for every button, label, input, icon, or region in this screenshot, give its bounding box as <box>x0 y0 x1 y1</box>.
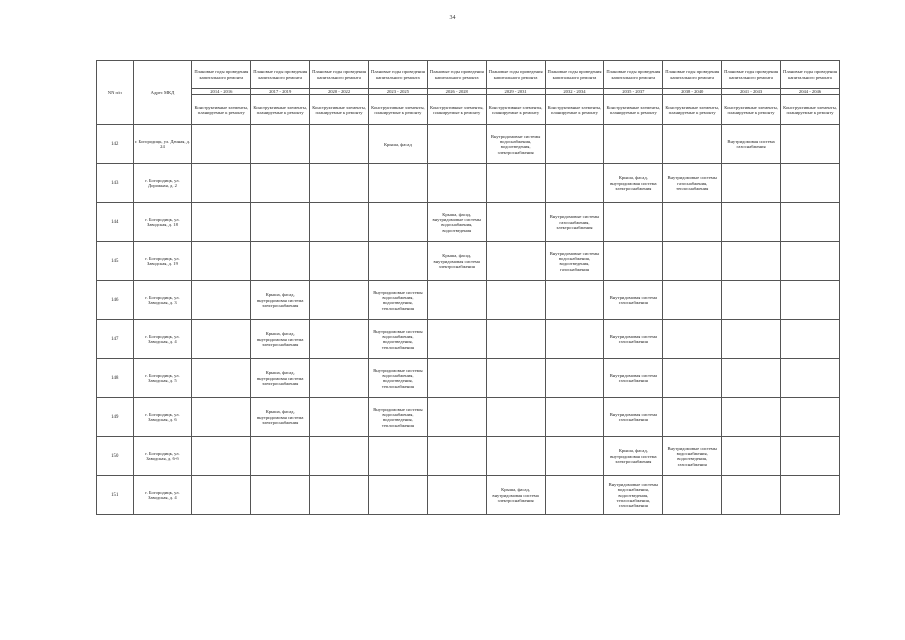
row-number: 150 <box>97 437 134 476</box>
repair-cell <box>486 164 545 203</box>
repair-cell <box>545 437 604 476</box>
repair-cell <box>545 320 604 359</box>
repair-cell <box>192 359 251 398</box>
row-address: г. Богородицк, ул. Заводская, д. 3 <box>133 281 192 320</box>
planned-years-header: Плановые годы проведения капитального ремонта <box>427 61 486 89</box>
repair-cell <box>604 203 663 242</box>
repair-cell <box>663 281 722 320</box>
period-header: 2014 - 2016 <box>192 89 251 95</box>
repair-cell: Внутридомовые системы водоснабжения, водоотведения, газоснабжения <box>545 242 604 281</box>
elements-header: Конструктивные элементы, планируемые к ремонту <box>545 95 604 125</box>
repair-cell <box>722 359 781 398</box>
repair-cell <box>722 203 781 242</box>
table-row <box>97 320 840 359</box>
repair-cell <box>310 164 369 203</box>
repair-cell <box>486 242 545 281</box>
repair-cell <box>192 125 251 164</box>
repair-cell <box>251 437 310 476</box>
period-header: 2035 - 2037 <box>604 89 663 95</box>
planned-years-header: Плановые годы проведения капитального ремонта <box>545 61 604 89</box>
repair-cell <box>486 398 545 437</box>
repair-cell: Крыша, фасад, внутридомовая система электроснабжения <box>251 320 310 359</box>
repair-cell <box>663 203 722 242</box>
repair-cell: Крыша, фасад, внутридомовая система электроснабжения <box>251 398 310 437</box>
repair-cell <box>663 476 722 515</box>
elements-header: Конструктивные элементы, планируемые к ремонту <box>604 95 663 125</box>
repair-cell <box>310 359 369 398</box>
page-number: 34 <box>449 15 456 21</box>
repair-cell <box>722 164 781 203</box>
repair-cell <box>368 242 427 281</box>
repair-cell <box>251 164 310 203</box>
planned-years-header: Плановые годы проведения капитального ремонта <box>251 61 310 89</box>
repair-cell <box>486 320 545 359</box>
repair-cell <box>780 281 839 320</box>
row-address: г. Богородицк, ул. Заводская, д. 18 <box>133 203 192 242</box>
repair-cell <box>427 281 486 320</box>
repair-cell <box>310 398 369 437</box>
row-address: г. Богородицк, ул. Дачная, д. 24 <box>133 125 192 164</box>
table-header <box>97 61 840 125</box>
table-row <box>97 437 840 476</box>
row-number: 151 <box>97 476 134 515</box>
table-row <box>97 125 840 164</box>
row-number: 142 <box>97 125 134 164</box>
repair-cell <box>192 437 251 476</box>
table-row <box>97 398 840 437</box>
repair-cell <box>368 437 427 476</box>
row-address: г. Богородицк, ул. Заводская, д. 5 <box>133 359 192 398</box>
repair-cell <box>486 281 545 320</box>
repair-cell <box>780 203 839 242</box>
period-header: 2023 - 2025 <box>368 89 427 95</box>
nn-column-header: NN п/п <box>97 61 134 125</box>
row-address: г. Богородицк, ул. Заводская, д. 6 <box>133 398 192 437</box>
repair-cell: Внутридомовые системы водоснабжения, водоотведения, теплоснабжения <box>368 359 427 398</box>
repair-cell <box>192 203 251 242</box>
repair-cell <box>310 125 369 164</box>
address-column-header: Адрес МКД <box>133 61 192 125</box>
repair-cell <box>545 359 604 398</box>
repair-cell: Внутридомовая система газоснабжения <box>722 125 781 164</box>
repair-cell <box>663 242 722 281</box>
repair-cell <box>545 281 604 320</box>
repair-cell: Внутридомовые системы водоснабжения, водоотведения, теплоснабжения, газоснабжения <box>604 476 663 515</box>
repair-cell <box>192 320 251 359</box>
repair-cell <box>310 203 369 242</box>
repair-cell <box>780 125 839 164</box>
table-body <box>97 125 840 515</box>
row-address: г. Богородицк, ул. Заводская, д. 4 <box>133 476 192 515</box>
repair-cell <box>427 476 486 515</box>
repair-cell: Крыша, фасад, внутридомовая система электроснабжения <box>251 359 310 398</box>
repair-cell: Внутридомовые системы водоснабжения, водоотведения, теплоснабжения <box>368 320 427 359</box>
repair-cell <box>780 398 839 437</box>
row-address: г. Богородицк, ул. Заводская, д. 4 <box>133 320 192 359</box>
table-row <box>97 164 840 203</box>
repair-cell <box>251 203 310 242</box>
planned-years-header: Плановые годы проведения капитального ремонта <box>604 61 663 89</box>
repair-cell <box>310 320 369 359</box>
repair-cell <box>722 437 781 476</box>
repair-cell <box>310 476 369 515</box>
table-row <box>97 476 840 515</box>
row-number: 148 <box>97 359 134 398</box>
repair-cell: Крыша, фасад, внутридомовая система электроснабжения <box>604 437 663 476</box>
repair-schedule-table <box>96 60 840 515</box>
repair-cell <box>486 359 545 398</box>
elements-header: Конструктивные элементы, планируемые к ремонту <box>368 95 427 125</box>
repair-cell: Внутридомовые системы водоснабжения, водоотведения, газоснабжения <box>663 437 722 476</box>
planned-years-header: Плановые годы проведения капитального ремонта <box>486 61 545 89</box>
repair-cell <box>545 476 604 515</box>
repair-cell <box>780 359 839 398</box>
period-header: 2026 - 2028 <box>427 89 486 95</box>
repair-cell <box>780 320 839 359</box>
repair-cell <box>780 242 839 281</box>
period-header: 2038 - 2040 <box>663 89 722 95</box>
row-number: 146 <box>97 281 134 320</box>
repair-cell <box>663 398 722 437</box>
repair-cell <box>251 476 310 515</box>
elements-header: Конструктивные элементы, планируемые к ремонту <box>251 95 310 125</box>
repair-cell: Внутридомовые системы водоснабжения, водоотведения, теплоснабжения <box>368 398 427 437</box>
row-address: г. Богородицк, ул. Заводская, д. 19 <box>133 242 192 281</box>
planned-years-header: Плановые годы проведения капитального ремонта <box>780 61 839 89</box>
repair-cell <box>486 203 545 242</box>
repair-cell <box>310 281 369 320</box>
period-header: 2044 - 2046 <box>780 89 839 95</box>
repair-cell: Крыша, фасад, внутридомовая система электроснабжения <box>251 281 310 320</box>
repair-cell <box>310 242 369 281</box>
period-header: 2029 - 2031 <box>486 89 545 95</box>
elements-header: Конструктивные элементы, планируемые к ремонту <box>310 95 369 125</box>
repair-cell <box>722 242 781 281</box>
repair-cell <box>192 398 251 437</box>
elements-header: Конструктивные элементы, планируемые к ремонту <box>427 95 486 125</box>
elements-header: Конструктивные элементы, планируемые к ремонту <box>780 95 839 125</box>
repair-cell <box>251 125 310 164</box>
planned-years-header: Плановые годы проведения капитального ремонта <box>663 61 722 89</box>
repair-cell <box>427 125 486 164</box>
repair-cell <box>192 476 251 515</box>
repair-cell <box>663 320 722 359</box>
elements-header: Конструктивные элементы, планируемые к ремонту <box>663 95 722 125</box>
repair-cell <box>780 437 839 476</box>
planned-years-header: Плановые годы проведения капитального ремонта <box>722 61 781 89</box>
repair-cell <box>722 320 781 359</box>
repair-cell: Крыша, фасад, внутридомовая система электроснабжения <box>427 242 486 281</box>
period-header: 2017 - 2019 <box>251 89 310 95</box>
repair-cell: Внутридомовые системы водоснабжения, водоотведения, теплоснабжения <box>368 281 427 320</box>
repair-cell <box>427 359 486 398</box>
repair-cell: Внутридомовая система газоснабжения <box>604 398 663 437</box>
repair-cell <box>604 125 663 164</box>
period-header: 2032 - 2034 <box>545 89 604 95</box>
repair-cell <box>251 242 310 281</box>
repair-cell <box>427 164 486 203</box>
repair-cell <box>722 398 781 437</box>
repair-cell <box>545 398 604 437</box>
repair-cell: Внутридомовые системы газоснабжения, электроснабжения <box>545 203 604 242</box>
repair-cell <box>780 164 839 203</box>
repair-cell <box>427 437 486 476</box>
repair-cell: Крыша, фасад, внутридомовая система электроснабжения <box>604 164 663 203</box>
repair-cell: Внутридомовая система газоснабжения <box>604 359 663 398</box>
repair-cell <box>368 164 427 203</box>
repair-cell <box>368 203 427 242</box>
repair-cell <box>663 359 722 398</box>
repair-cell <box>427 320 486 359</box>
repair-cell <box>604 242 663 281</box>
planned-years-header: Плановые годы проведения капитального ремонта <box>368 61 427 89</box>
row-number: 143 <box>97 164 134 203</box>
repair-cell: Крыша, фасад, внутридомовая система электроснабжения <box>486 476 545 515</box>
table-row <box>97 359 840 398</box>
repair-cell: Внутридомовая система газоснабжения <box>604 281 663 320</box>
row-number: 145 <box>97 242 134 281</box>
repair-cell <box>545 164 604 203</box>
repair-cell: Крыша, фасад, внутридомовые системы водоснабжения, водоотведения <box>427 203 486 242</box>
repair-cell <box>545 125 604 164</box>
repair-cell <box>427 398 486 437</box>
row-address: г. Богородицк, ул. Заводская, д. 6-б <box>133 437 192 476</box>
repair-cell <box>310 437 369 476</box>
planned-years-header: Плановые годы проведения капитального ремонта <box>192 61 251 89</box>
repair-cell <box>368 476 427 515</box>
repair-cell <box>722 281 781 320</box>
repair-cell <box>192 164 251 203</box>
table-row <box>97 242 840 281</box>
elements-header: Конструктивные элементы, планируемые к ремонту <box>192 95 251 125</box>
repair-cell <box>486 437 545 476</box>
row-address: г. Богородицк, ул. Дорожная, д. 2 <box>133 164 192 203</box>
period-header: 2020 - 2022 <box>310 89 369 95</box>
elements-header: Конструктивные элементы, планируемые к ремонту <box>722 95 781 125</box>
row-number: 144 <box>97 203 134 242</box>
repair-cell <box>192 242 251 281</box>
elements-header: Конструктивные элементы, планируемые к ремонту <box>486 95 545 125</box>
repair-cell: Внутридомовые системы газоснабжения, теплоснабжения <box>663 164 722 203</box>
repair-cell <box>780 476 839 515</box>
repair-cell <box>722 476 781 515</box>
repair-cell <box>192 281 251 320</box>
repair-cell: Крыша, фасад <box>368 125 427 164</box>
row-number: 149 <box>97 398 134 437</box>
repair-cell: Внутридомовая система газоснабжения <box>604 320 663 359</box>
table-row <box>97 203 840 242</box>
planned-years-header: Плановые годы проведения капитального ремонта <box>310 61 369 89</box>
row-number: 147 <box>97 320 134 359</box>
table-row <box>97 281 840 320</box>
period-header: 2041 - 2043 <box>722 89 781 95</box>
repair-cell <box>663 125 722 164</box>
repair-cell: Внутридомовые системы водоснабжения, водоотведения, электроснабжения <box>486 125 545 164</box>
